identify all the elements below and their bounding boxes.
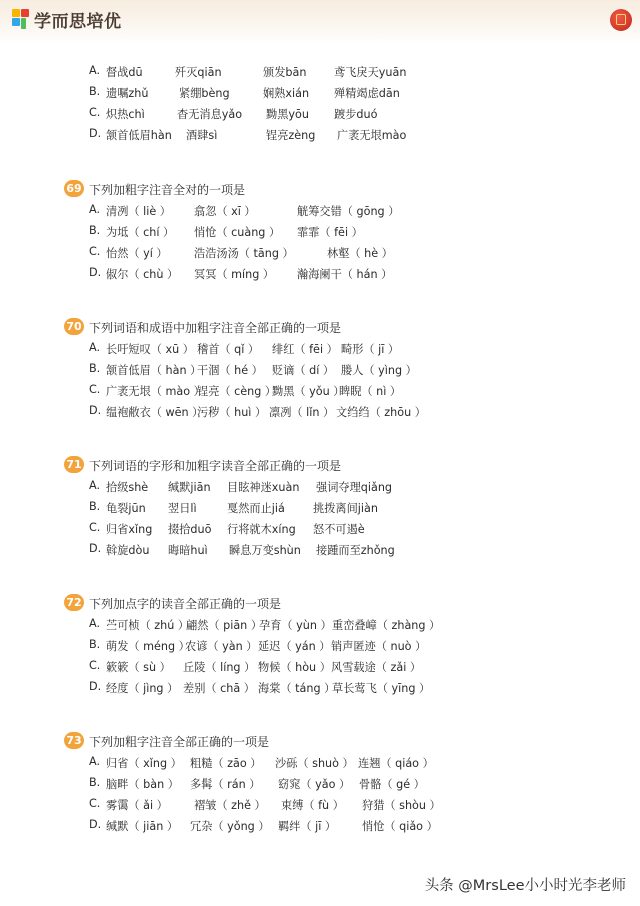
watermark: 头条 @MrsLee小小时光李老师: [424, 878, 626, 894]
page-header: [0, 0, 640, 44]
question-title: 下列加粗字注音全部正确的一项是: [89, 735, 270, 749]
brand-logo: [12, 6, 122, 32]
question-number: 71: [64, 456, 84, 473]
question-number: 73: [64, 732, 84, 749]
question-title: 下列词语的字形和加粗字读音全部正确的一项是: [89, 459, 342, 473]
question-title: 下列加粗字注音全对的一项是: [89, 183, 246, 197]
question-number: 72: [64, 594, 84, 611]
question-title: 下列加点字的读音全部正确的一项是: [89, 597, 282, 611]
emblem-icon: [610, 9, 632, 31]
question-number: 70: [64, 318, 84, 335]
brand-name: 学而思培优: [34, 11, 122, 32]
question-title: 下列词语和成语中加粗字注音全部正确的一项是: [89, 321, 342, 335]
question-number: 69: [64, 180, 84, 197]
brand-mark-icon: [12, 9, 30, 29]
